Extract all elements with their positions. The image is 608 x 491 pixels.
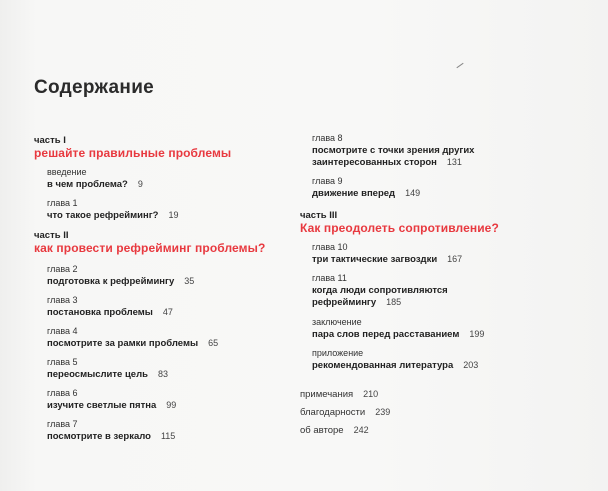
ch9-label: глава 9 — [312, 176, 343, 186]
ch5-page: 83 — [157, 369, 168, 379]
author-page: 242 — [353, 425, 369, 435]
ch1-page: 19 — [168, 210, 179, 220]
ch5-title: переосмыслите цель 83 — [47, 369, 168, 380]
ch11-page: 185 — [386, 297, 402, 307]
appendix-label: приложение — [312, 348, 364, 358]
ch11-title-line1: когда люди сопротивляются — [312, 285, 448, 296]
conclusion-title: пара слов перед расставанием 199 — [312, 329, 485, 340]
ch3-label: глава 3 — [47, 295, 78, 305]
ch4-label: глава 4 — [47, 326, 78, 336]
intro-title: в чем проблема? 9 — [47, 179, 143, 190]
ch8-page: 131 — [446, 157, 462, 167]
ch6-title: изучите светлые пятна 99 — [47, 400, 177, 411]
notes-entry: примечания 210 — [300, 389, 379, 400]
page-title: Содержание — [34, 77, 155, 98]
pen-mark — [456, 63, 463, 68]
ch4-title: посмотрите за рамки проблемы 65 — [47, 338, 219, 349]
ch10-label: глава 10 — [312, 242, 348, 252]
ch7-label: глава 7 — [47, 419, 78, 429]
ch6-page: 99 — [166, 400, 177, 410]
thanks-page: 239 — [375, 407, 391, 417]
ch5-label: глава 5 — [47, 357, 78, 367]
conclusion-label: заключение — [312, 317, 362, 327]
intro-label: введение — [47, 167, 87, 177]
ch8-label: глава 8 — [312, 133, 343, 143]
ch1-title: что такое рефрейминг? 19 — [47, 210, 179, 221]
ch10-title: три тактические загвоздки 167 — [312, 254, 463, 265]
part-1-label: часть I — [34, 135, 66, 146]
ch3-page: 47 — [162, 307, 173, 317]
part-2-label: часть II — [34, 230, 69, 241]
ch6-label: глава 6 — [47, 388, 78, 398]
part-2-title: как провести рефрейминг проблемы? — [34, 241, 266, 255]
ch1-label: глава 1 — [47, 198, 78, 208]
ch11-label: глава 11 — [312, 273, 347, 283]
ch7-page: 115 — [160, 431, 176, 441]
part-3-label: часть III — [300, 210, 338, 221]
ch4-page: 65 — [208, 338, 219, 348]
conclusion-page: 199 — [469, 329, 485, 339]
intro-page: 9 — [137, 179, 143, 189]
part-1-title: решайте правильные проблемы — [34, 146, 232, 160]
ch9-title: движение вперед 149 — [312, 188, 421, 199]
ch10-page: 167 — [447, 254, 463, 264]
ch2-label: глава 2 — [47, 264, 78, 274]
thanks-entry: благодарности 239 — [300, 407, 391, 418]
appendix-title: рекомендованная литература 203 — [312, 360, 479, 371]
ch9-page: 149 — [405, 188, 421, 198]
ch2-title: подготовка к рефреймингу 35 — [47, 276, 195, 287]
ch3-title: постановка проблемы 47 — [47, 307, 173, 318]
part-3-title: Как преодолеть сопротивление? — [300, 221, 499, 235]
notes-page: 210 — [363, 389, 379, 399]
ch8-title-line1: посмотрите с точки зрения других — [312, 145, 475, 156]
ch8-title-line2: заинтересованных сторон 131 — [312, 157, 462, 168]
appendix-page: 203 — [463, 360, 479, 370]
ch7-title: посмотрите в зеркало 115 — [47, 431, 176, 442]
author-entry: об авторе 242 — [300, 425, 369, 436]
ch2-page: 35 — [184, 276, 195, 286]
ch11-title-line2: рефреймингу 185 — [312, 297, 402, 308]
